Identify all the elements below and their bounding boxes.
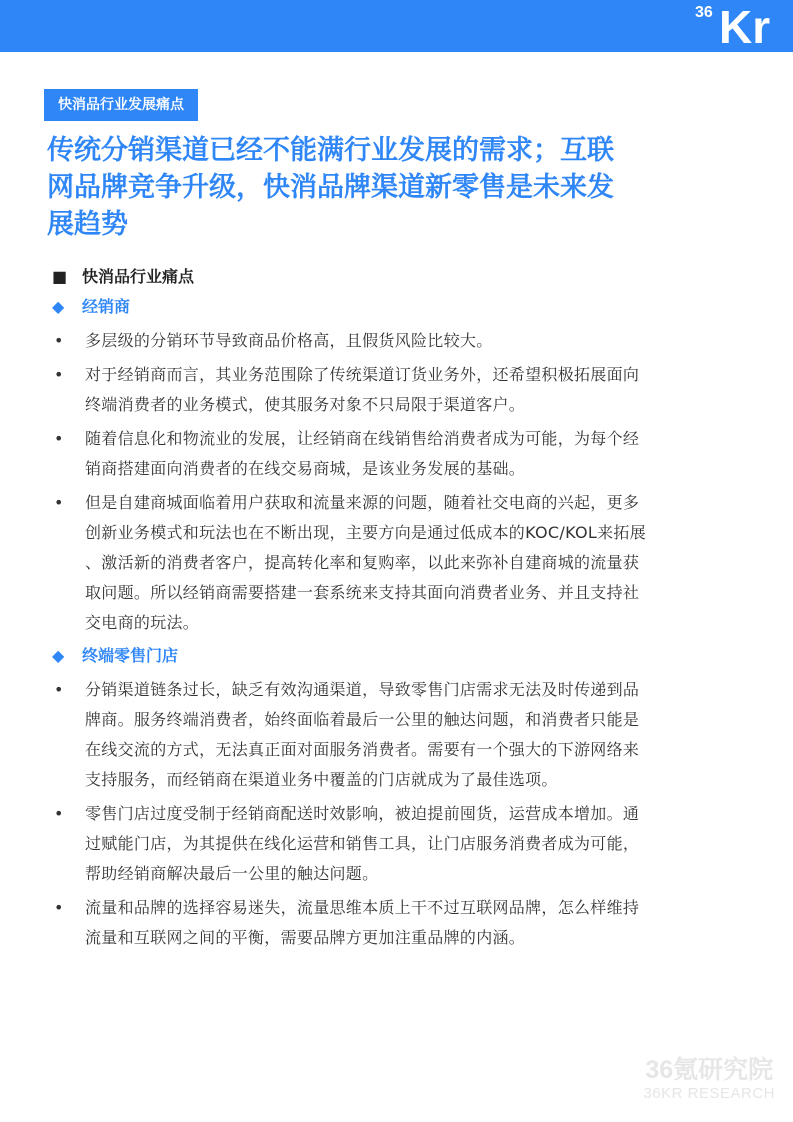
bullet-dot-icon: • <box>54 365 64 384</box>
subsection-label: 经销商 <box>82 297 131 316</box>
bullet-text-line: 过赋能门店，为其提供在线化运营和销售工具，让门店服务消费者成为可能， <box>85 834 640 853</box>
title-line: 展趋势 <box>47 209 128 240</box>
bullet-text-line: 在线交流的方式，无法真正面对面服务消费者。需要有一个强大的下游网络来 <box>85 740 640 759</box>
bullet-item <box>52 675 742 795</box>
logo-number: 36 <box>695 4 713 21</box>
bullet-dot-icon: • <box>54 680 64 699</box>
bullet-text-line: 分销渠道链条过长，缺乏有效沟通渠道，导致零售门店需求无法及时传递到品 <box>85 680 640 699</box>
bullet-text-line: 取问题。所以经销商需要搭建一套系统来支持其面向消费者业务、并且支持社 <box>85 583 640 602</box>
bullet-dot-icon: • <box>54 429 64 448</box>
title-line: 传统分销渠道已经不能满行业发展的需求；互联 <box>47 135 614 166</box>
bullet-text-line: 随着信息化和物流业的发展，让经销商在线销售给消费者成为可能，为每个经 <box>85 429 640 448</box>
bullet-dot-icon: • <box>54 898 64 917</box>
bullet-text-line: 终端消费者的业务模式，使其服务对象不只局限于渠道客户。 <box>85 395 526 414</box>
bullet-item <box>52 893 742 953</box>
diamond-bullet-icon: ◆ <box>52 297 65 316</box>
bullet-text-line: 但是自建商城面临着用户获取和流量来源的问题，随着社交电商的兴起，更多 <box>85 493 640 512</box>
section-tag: 快消品行业发展痛点 <box>44 89 198 121</box>
bullet-text-line: 对于经销商而言，其业务范围除了传统渠道订货业务外，还希望积极拓展面向 <box>85 365 640 384</box>
bullet-text-line: 流量和互联网之间的平衡，需要品牌方更加注重品牌的内涵。 <box>85 928 526 947</box>
content-body <box>52 262 742 956</box>
bullet-text-line: 创新业务模式和玩法也在不断出现，主要方向是通过低成本的KOC/KOL来拓展 <box>85 523 646 542</box>
watermark <box>643 1055 775 1103</box>
bullet-text-line: 多层级的分销环节导致商品价格高，且假货风险比较大。 <box>85 331 493 350</box>
subsection-heading <box>52 641 742 671</box>
bullet-text-line: 帮助经销商解决最后一公里的触达问题。 <box>85 864 379 883</box>
bullet-text-line: 牌商。服务终端消费者，始终面临着最后一公里的触达问题，和消费者只能是 <box>85 710 640 729</box>
36kr-logo <box>693 0 793 56</box>
bullet-dot-icon: • <box>54 493 64 512</box>
watermark-en: 36KR RESEARCH <box>643 1085 775 1102</box>
bullet-item <box>52 488 742 638</box>
bullet-dot-icon: • <box>54 331 64 350</box>
bullet-text-line: 交电商的玩法。 <box>85 613 200 632</box>
bullet-text-line: 流量和品牌的选择容易迷失，流量思维本质上干不过互联网品牌，怎么样维持 <box>85 898 640 917</box>
header-bar <box>0 0 793 52</box>
bullet-item <box>52 424 742 484</box>
section-heading-label: 快消品行业痛点 <box>82 267 195 286</box>
section-heading <box>52 262 742 292</box>
bullet-text-line: 支持服务，而经销商在渠道业务中覆盖的门店就成为了最佳选项。 <box>85 770 558 789</box>
subsection-label: 终端零售门店 <box>82 646 179 665</box>
bullet-item <box>52 799 742 889</box>
title-line: 网品牌竞争升级，快消品牌渠道新零售是未来发 <box>47 172 614 203</box>
bullet-dot-icon: • <box>54 804 64 823</box>
bullet-item <box>52 360 742 420</box>
bullet-text-line: 零售门店过度受制于经销商配送时效影响，被迫提前囤货，运营成本增加。通 <box>85 804 640 823</box>
bullet-text-line: 销商搭建面向消费者的在线交易商城，是该业务发展的基础。 <box>85 459 526 478</box>
subsection-heading <box>52 292 742 322</box>
diamond-bullet-icon: ◆ <box>52 646 65 665</box>
logo-letters: Kr <box>719 1 771 53</box>
page-title <box>47 132 737 243</box>
bullet-text-line: 、激活新的消费者客户，提高转化率和复购率，以此来弥补自建商城的流量获 <box>85 553 640 572</box>
square-bullet-icon: ■ <box>52 267 68 286</box>
bullet-item <box>52 326 742 356</box>
watermark-cn: 36氪研究院 <box>645 1056 774 1084</box>
